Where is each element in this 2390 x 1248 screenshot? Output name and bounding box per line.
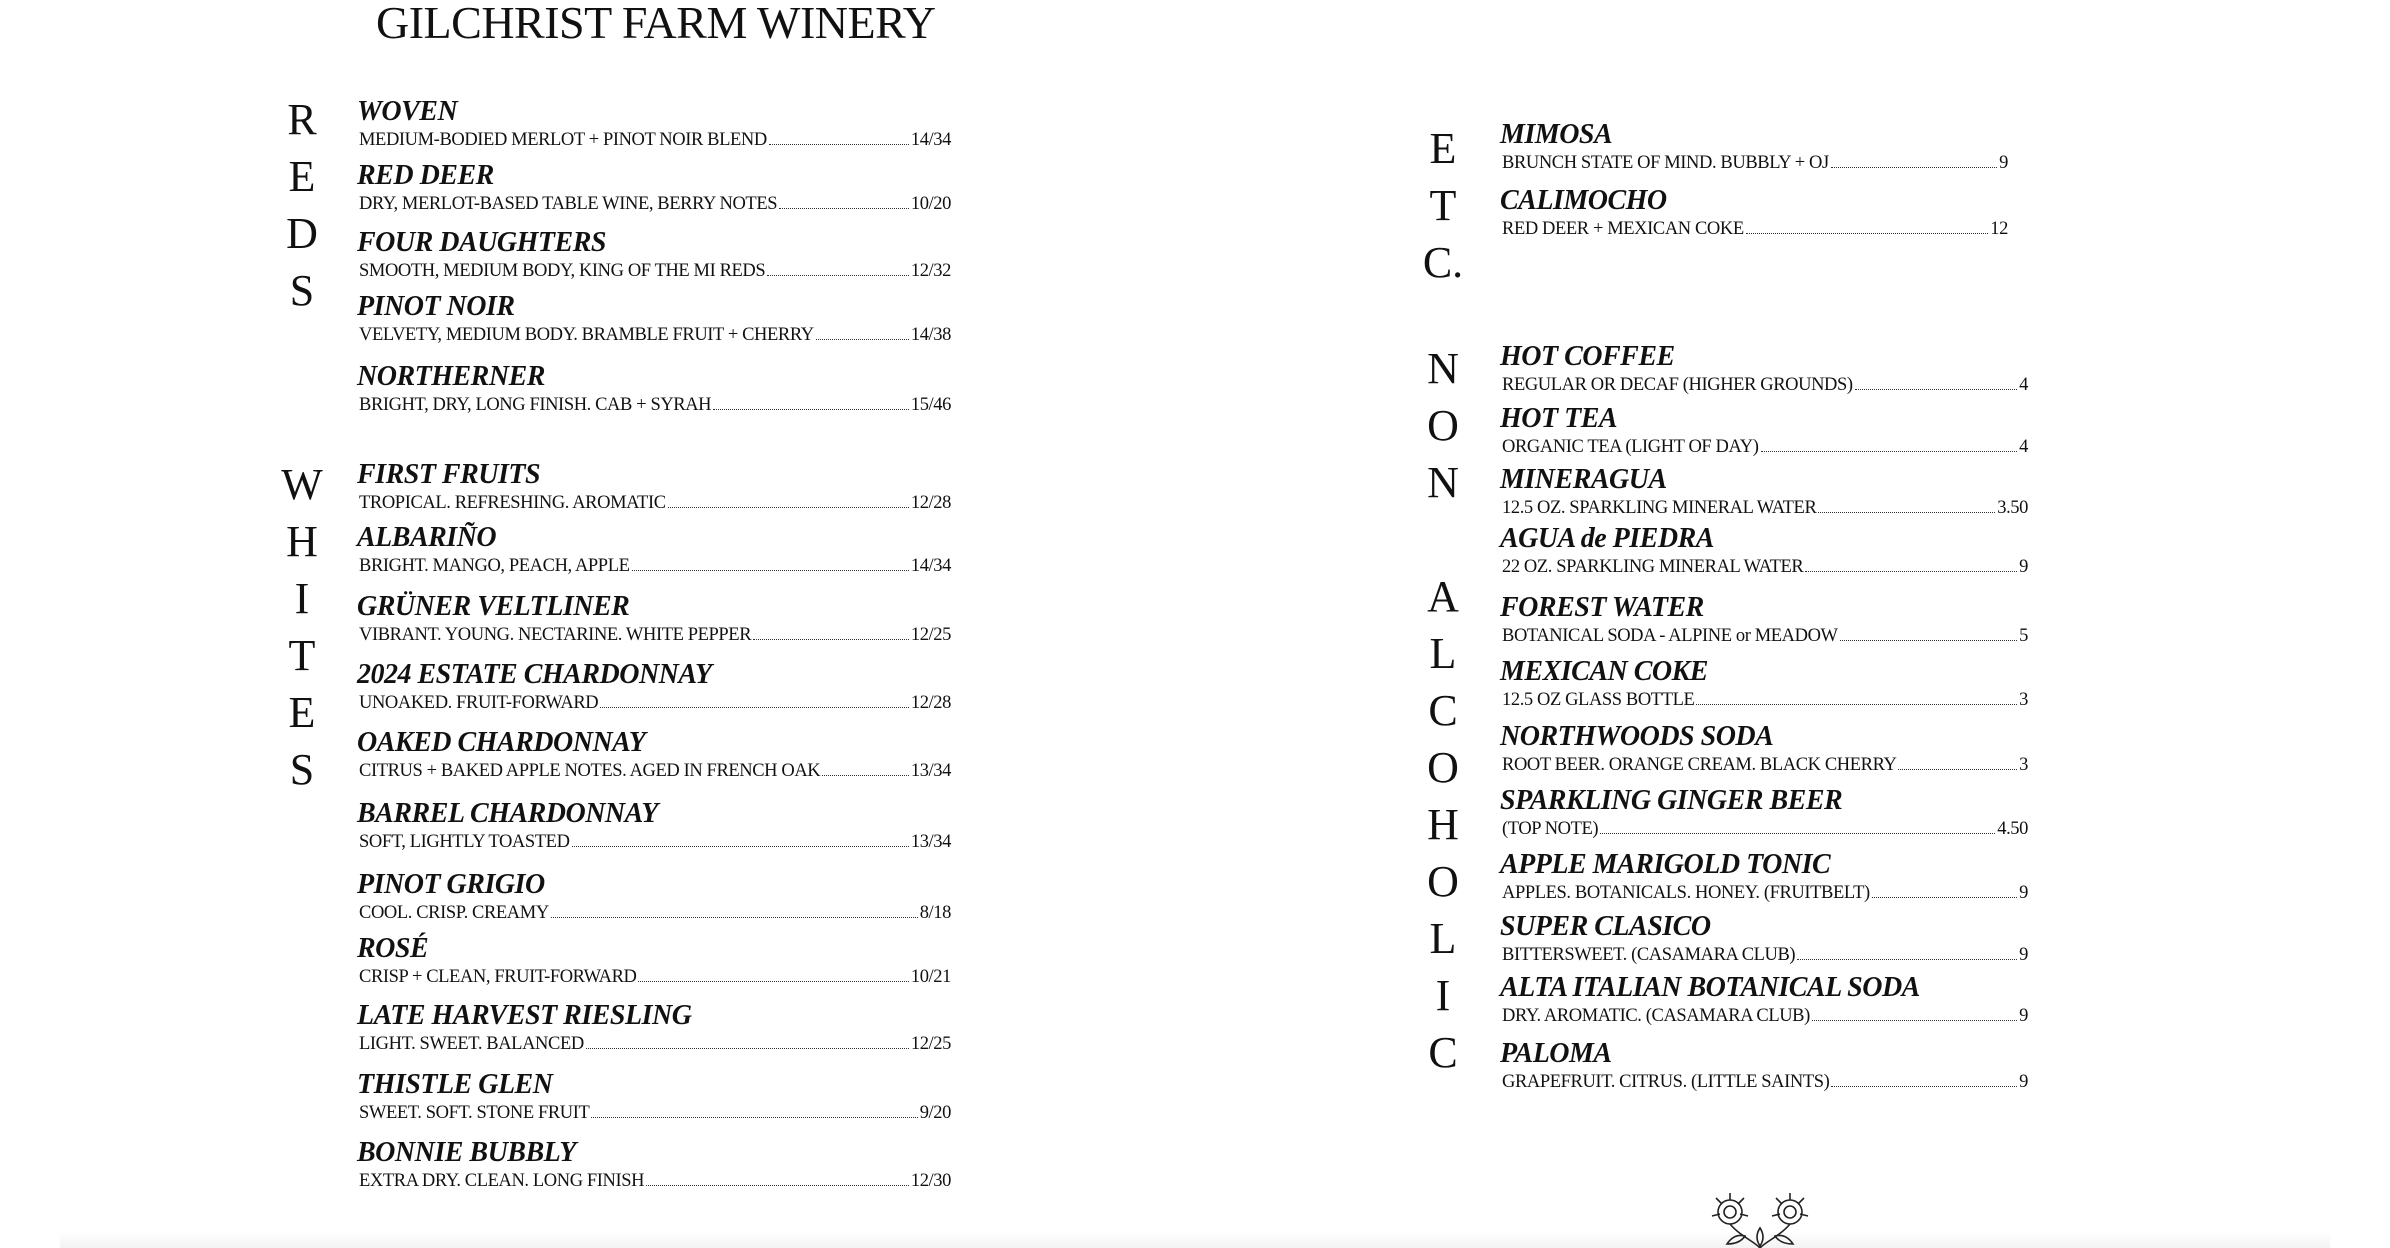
whites-vertical-label <box>277 456 327 798</box>
dot-leader <box>1797 959 2017 960</box>
item-line <box>359 832 951 853</box>
item-line <box>359 493 951 514</box>
item-name: APPLE MARIGOLD TONIC <box>1500 849 1831 880</box>
dot-leader <box>638 981 908 982</box>
botanical-flowers-icon <box>1700 1192 1820 1248</box>
item-name: PINOT GRIGIO <box>357 869 545 900</box>
item-description: (TOP NOTE) <box>1502 819 1599 839</box>
dot-leader <box>1600 833 1995 834</box>
item-description: REGULAR OR DECAF (HIGHER GROUNDS) <box>1502 375 1853 395</box>
item-name: CALIMOCHO <box>1500 185 1667 216</box>
label-letter <box>1418 511 1468 568</box>
label-letter: S <box>289 745 315 794</box>
dot-leader <box>1805 571 2017 572</box>
dot-leader <box>572 846 909 847</box>
item-price: 12/30 <box>910 1171 951 1191</box>
item-line <box>1502 1006 2028 1027</box>
label-letter: H <box>286 517 318 566</box>
dot-leader <box>646 1185 909 1186</box>
label-letter: T <box>1429 181 1457 230</box>
item-name: MEXICAN COKE <box>1500 656 1708 687</box>
item-name: FIRST FRUITS <box>357 459 541 490</box>
item-line <box>1502 755 2028 776</box>
item-description: BRUNCH STATE OF MIND. BUBBLY + OJ <box>1502 153 1829 173</box>
dot-leader <box>1898 769 2017 770</box>
item-description: 12.5 OZ. SPARKLING MINERAL WATER <box>1502 498 1817 518</box>
item-description: RED DEER + MEXICAN COKE <box>1502 219 1744 239</box>
item-description: COOL. CRISP. CREAMY <box>359 903 549 923</box>
item-name: WOVEN <box>357 96 458 127</box>
item-line <box>1502 690 2028 711</box>
dot-leader <box>551 917 918 918</box>
menu-title: GILCHRIST FARM WINERY <box>376 0 936 48</box>
item-name: OAKED CHARDONNAY <box>357 727 646 758</box>
item-price: 12 <box>1990 219 2008 239</box>
reds-vertical-label <box>277 91 327 319</box>
label-letter: L <box>1429 629 1457 678</box>
item-description: BRIGHT. MANGO, PEACH, APPLE <box>359 556 630 576</box>
label-letter: I <box>294 574 310 623</box>
item-line <box>1502 557 2028 578</box>
label-letter: E <box>288 152 316 201</box>
label-letter: O <box>1427 401 1459 450</box>
item-name: GRÜNER VELTLINER <box>357 591 630 622</box>
item-line <box>359 1034 951 1055</box>
label-letter: E <box>1429 124 1457 173</box>
item-name: AGUA de PIEDRA <box>1500 523 1714 554</box>
item-line <box>359 1171 951 1192</box>
item-line <box>359 556 951 577</box>
dot-leader <box>1761 451 2018 452</box>
dot-leader <box>1840 640 2018 641</box>
label-letter: N <box>1427 458 1459 507</box>
label-letter: A <box>1427 572 1459 621</box>
item-price: 9 <box>1999 153 2008 173</box>
item-description: BOTANICAL SODA - ALPINE or MEADOW <box>1502 626 1838 646</box>
item-name: RED DEER <box>357 160 494 191</box>
item-price: 4 <box>2019 375 2028 395</box>
dot-leader <box>1831 1086 2017 1087</box>
item-line <box>1502 437 2028 458</box>
dot-leader <box>668 507 909 508</box>
item-price: 14/38 <box>910 325 951 345</box>
item-price: 15/46 <box>910 395 951 415</box>
item-line <box>1502 1072 2028 1093</box>
item-line <box>1502 375 2028 396</box>
item-description: MEDIUM-BODIED MERLOT + PINOT NOIR BLEND <box>359 130 767 150</box>
item-name: BARREL CHARDONNAY <box>357 798 658 829</box>
item-price: 12/25 <box>910 1034 951 1054</box>
dot-leader <box>1812 1020 2017 1021</box>
non-alcoholic-vertical-label <box>1418 340 1468 1081</box>
item-price: 13/34 <box>910 832 951 852</box>
dot-leader <box>1696 704 2017 705</box>
label-letter: C <box>1428 1028 1458 1077</box>
item-name: NORTHWOODS SODA <box>1500 721 1774 752</box>
item-description: SMOOTH, MEDIUM BODY, KING OF THE MI REDS <box>359 261 766 281</box>
label-letter: S <box>289 266 315 315</box>
item-line <box>1502 626 2028 647</box>
label-letter: C <box>1428 686 1458 735</box>
item-name: ALTA ITALIAN BOTANICAL SODA <box>1500 972 1920 1003</box>
non-alcoholic-list <box>1500 0 2030 1120</box>
item-line <box>359 967 951 988</box>
item-price: 8/18 <box>919 903 951 923</box>
label-letter: W <box>281 460 323 509</box>
item-price: 9 <box>2019 1072 2028 1092</box>
dot-leader <box>1855 389 2018 390</box>
item-line <box>359 625 951 646</box>
item-description: DRY, MERLOT-BASED TABLE WINE, BERRY NOTES <box>359 194 778 214</box>
item-price: 3 <box>2019 690 2028 710</box>
dot-leader <box>1818 512 1995 513</box>
dot-leader <box>822 775 909 776</box>
item-name: THISTLE GLEN <box>357 1069 553 1100</box>
item-line <box>359 903 951 924</box>
dot-leader <box>591 1117 917 1118</box>
item-description: TROPICAL. REFRESHING. AROMATIC <box>359 493 666 513</box>
item-description: DRY. AROMATIC. (CASAMARA CLUB) <box>1502 1006 1810 1026</box>
item-price: 5 <box>2019 626 2028 646</box>
item-name: LATE HARVEST RIESLING <box>357 1000 692 1031</box>
label-letter: C. <box>1422 238 1464 287</box>
item-description: CRISP + CLEAN, FRUIT-FORWARD <box>359 967 637 987</box>
item-price: 13/34 <box>910 761 951 781</box>
item-line <box>1502 498 2028 519</box>
item-description: VIBRANT. YOUNG. NECTARINE. WHITE PEPPER <box>359 625 752 645</box>
item-price: 3 <box>2019 755 2028 775</box>
item-name: SUPER CLASICO <box>1500 911 1711 942</box>
item-description: BITTERSWEET. (CASAMARA CLUB) <box>1502 945 1796 965</box>
etc-vertical-label <box>1418 120 1468 291</box>
item-price: 12/25 <box>910 625 951 645</box>
item-price: 9 <box>2019 557 2028 577</box>
item-price: 14/34 <box>910 556 951 576</box>
item-name: 2024 ESTATE CHARDONNAY <box>357 659 712 690</box>
item-name: ALBARIÑO <box>357 522 497 553</box>
item-description: SOFT, LIGHTLY TOASTED <box>359 832 570 852</box>
item-description: VELVETY, MEDIUM BODY. BRAMBLE FRUIT + CHERRY <box>359 325 814 345</box>
item-name: SPARKLING GINGER BEER <box>1500 785 1843 816</box>
item-price: 12/28 <box>910 693 951 713</box>
item-price: 10/21 <box>910 967 951 987</box>
label-letter: O <box>1427 743 1459 792</box>
label-letter: T <box>288 631 316 680</box>
item-name: FOUR DAUGHTERS <box>357 227 606 258</box>
item-description: EXTRA DRY. CLEAN. LONG FINISH <box>359 1171 645 1191</box>
item-description: 12.5 OZ GLASS BOTTLE <box>1502 690 1695 710</box>
dot-leader <box>586 1048 909 1049</box>
item-line <box>359 1103 951 1124</box>
item-name: MINERAGUA <box>1500 464 1667 495</box>
item-name: FOREST WATER <box>1500 592 1704 623</box>
label-letter: D <box>286 209 318 258</box>
item-name: PINOT NOIR <box>357 291 515 322</box>
item-name: MIMOSA <box>1500 119 1613 150</box>
item-description: UNOAKED. FRUIT-FORWARD <box>359 693 599 713</box>
item-description: 22 OZ. SPARKLING MINERAL WATER <box>1502 557 1804 577</box>
item-line <box>1502 883 2028 904</box>
item-price: 14/34 <box>910 130 951 150</box>
label-letter: R <box>287 95 317 144</box>
item-description: LIGHT. SWEET. BALANCED <box>359 1034 584 1054</box>
dot-leader <box>753 639 909 640</box>
dot-leader <box>632 570 909 571</box>
label-letter: H <box>1427 800 1459 849</box>
item-description: BRIGHT, DRY, LONG FINISH. CAB + SYRAH <box>359 395 712 415</box>
item-name: NORTHERNER <box>357 361 545 392</box>
dot-leader <box>1872 897 2017 898</box>
item-name: PALOMA <box>1500 1038 1612 1069</box>
item-price: 9 <box>2019 883 2028 903</box>
item-price: 9/20 <box>919 1103 951 1123</box>
item-name: BONNIE BUBBLY <box>357 1137 576 1168</box>
item-price: 3.50 <box>1997 498 2028 518</box>
item-name: HOT COFFEE <box>1500 341 1675 372</box>
item-description: CITRUS + BAKED APPLE NOTES. AGED IN FRENCH OAK <box>359 761 821 781</box>
label-letter: N <box>1427 344 1459 393</box>
item-price: 9 <box>2019 1006 2028 1026</box>
item-price: 9 <box>2019 945 2028 965</box>
item-price: 10/20 <box>910 194 951 214</box>
item-name: HOT TEA <box>1500 403 1618 434</box>
label-letter: E <box>288 688 316 737</box>
item-price: 4 <box>2019 437 2028 457</box>
item-description: SWEET. SOFT. STONE FRUIT <box>359 1103 590 1123</box>
item-description: GRAPEFRUIT. CITRUS. (LITTLE SAINTS) <box>1502 1072 1830 1092</box>
label-letter: O <box>1427 857 1459 906</box>
item-line <box>1502 945 2028 966</box>
item-description: ORGANIC TEA (LIGHT OF DAY) <box>1502 437 1759 457</box>
item-description: APPLES. BOTANICALS. HONEY. (FRUITBELT) <box>1502 883 1870 903</box>
label-letter: I <box>1435 971 1451 1020</box>
item-price: 4.50 <box>1997 819 2028 839</box>
item-price: 12/32 <box>910 261 951 281</box>
dot-leader <box>600 707 909 708</box>
item-price: 12/28 <box>910 493 951 513</box>
item-line <box>359 693 951 714</box>
item-line <box>1502 819 2028 840</box>
item-description: ROOT BEER. ORANGE CREAM. BLACK CHERRY <box>1502 755 1897 775</box>
item-name: ROSÉ <box>357 933 429 964</box>
item-line <box>359 761 951 782</box>
label-letter: L <box>1429 914 1457 963</box>
whites-list <box>357 0 953 1240</box>
